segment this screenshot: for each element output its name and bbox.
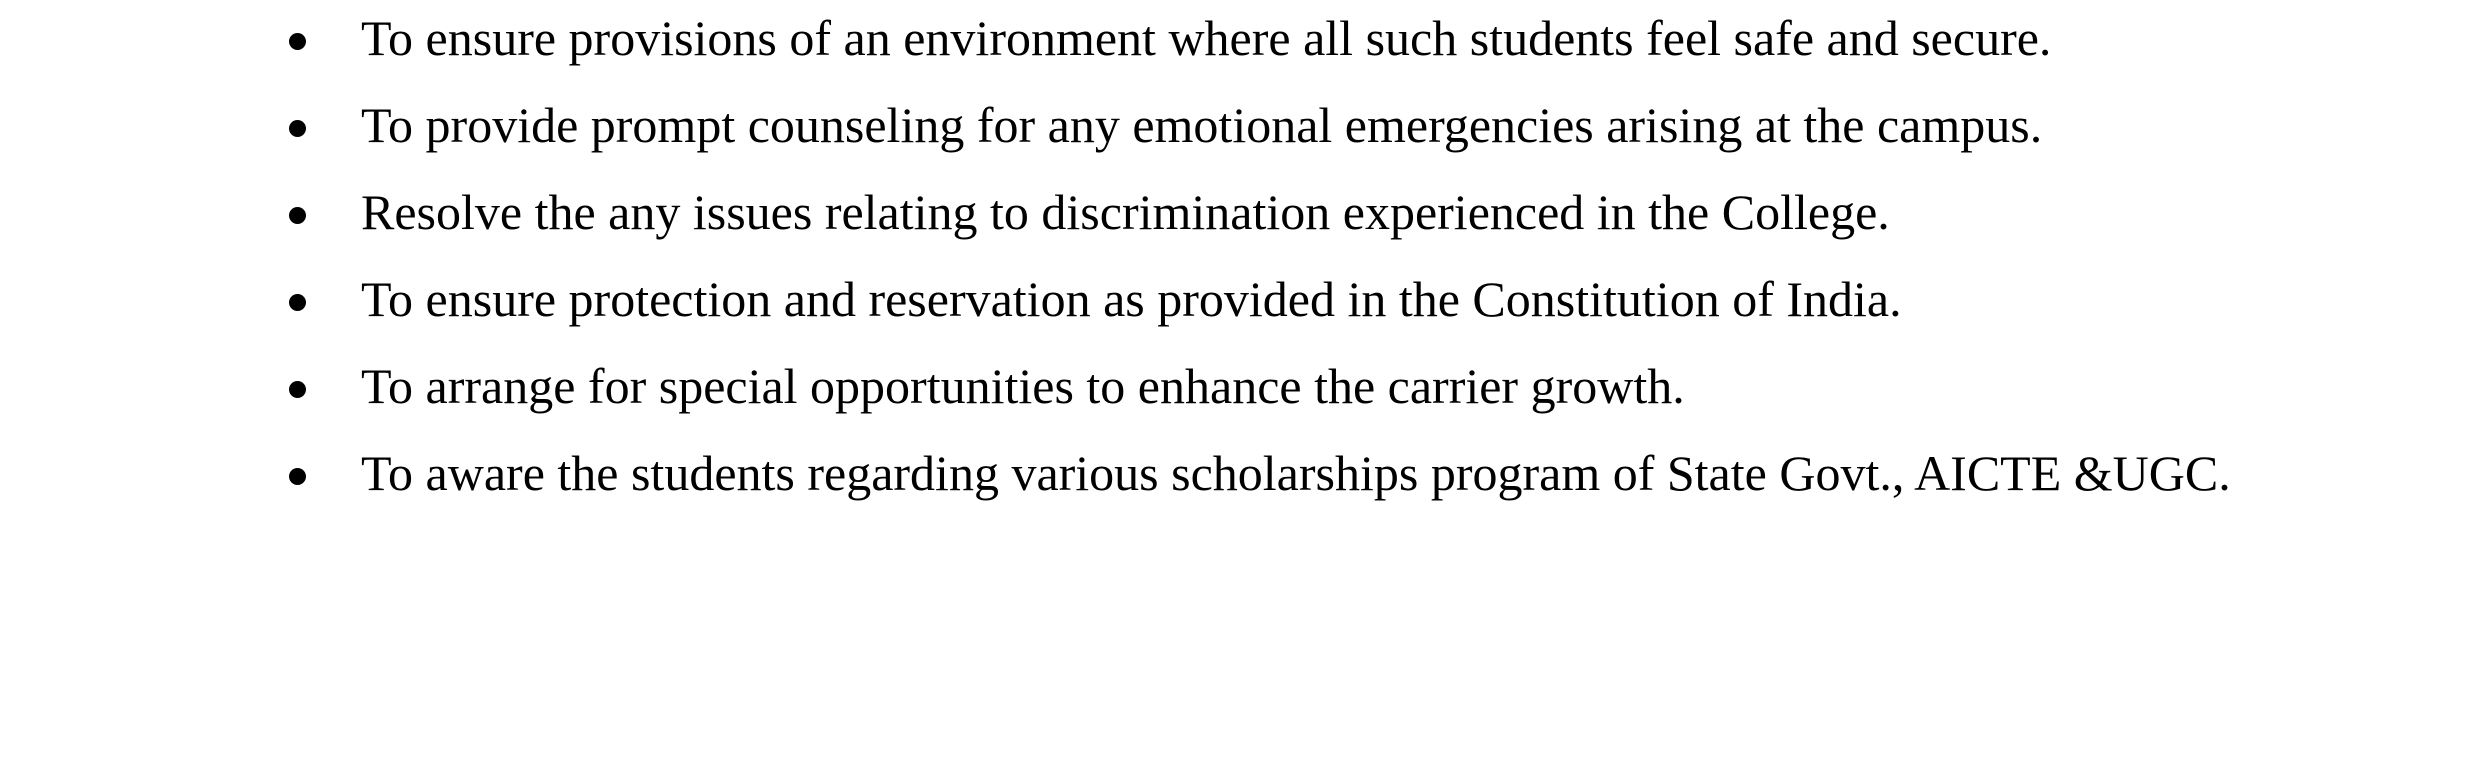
bullet-icon (289, 120, 306, 137)
list-item-text: To arrange for special opportunities to enhance the carrier growth. (361, 358, 1685, 414)
list-item-text: Resolve the any issues relating to discrimination experienced in the College. (361, 184, 1890, 240)
list-item-text: To aware the students regarding various scholarships program of State Govt., AICTE &UGC. (361, 445, 2231, 501)
bullet-icon (289, 468, 306, 485)
list-item-text: To provide prompt counseling for any emotional emergencies arising at the campus. (361, 97, 2043, 153)
list-item (0, 169, 2482, 256)
bullet-icon (289, 381, 306, 398)
list-item (0, 256, 2482, 343)
bullet-icon (289, 294, 306, 311)
bullet-icon (289, 33, 306, 50)
bullet-icon (289, 207, 306, 224)
list-item (0, 430, 2482, 517)
list-item (0, 0, 2482, 82)
list-item (0, 82, 2482, 169)
list-item-text: To ensure protection and reservation as provided in the Constitution of India. (361, 271, 1902, 327)
list-item (0, 343, 2482, 430)
list-item-text: To ensure provisions of an environment where all such students feel safe and secure. (361, 10, 2052, 66)
